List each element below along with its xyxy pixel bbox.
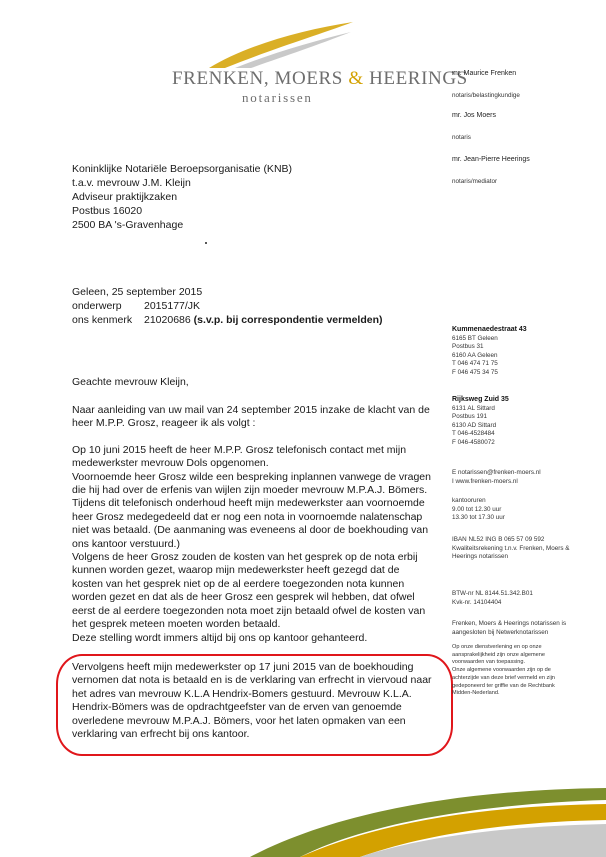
address-line: t.a.v. mevrouw J.M. Kleijn — [72, 177, 191, 189]
office-line: T 046-4528484 — [452, 430, 495, 438]
body-paragraph: Tijdens dit telefonisch onderhoud heeft mijn medewerkster aan voornoemde heer Grosz medegedeeld dat er nog een nota in voornoemde nalatenschap niet was betaald. (De aanmaning was eveneens al door de boekhouding van ons kantoor verstuurd.) — [72, 497, 429, 550]
partner-name: mr. Jos Moers — [452, 112, 496, 119]
body-paragraph: Deze stelling wordt immers altijd bij ons op kantoor gehanteerd. — [72, 631, 368, 644]
terms-note — [452, 644, 555, 698]
terms-line: achterzijde van deze brief vermeld en zijn — [452, 674, 555, 681]
office-line: Postbus 31 — [452, 343, 484, 351]
hours-line: 13.30 tot 17.30 uur — [452, 514, 505, 522]
bank-line: Kwaliteitsrekening t.n.v. Frenken, Moers & — [452, 544, 570, 552]
tax-line: Kvk-nr. 14104404 — [452, 598, 502, 606]
office-line: 6131 AL Sittard — [452, 404, 495, 412]
terms-line: Midden-Nederland. — [452, 690, 500, 697]
hours-line: 9.00 tot 12.30 uur — [452, 505, 502, 513]
office-geleen — [452, 326, 527, 378]
stray-dot — [205, 242, 207, 244]
terms-line: Onze algemene voorwaarden zijn op de — [452, 667, 551, 674]
subject-value: 2015177/JK — [144, 300, 201, 312]
office-line: F 046-4580072 — [452, 438, 495, 446]
office-line: F 046 475 34 75 — [452, 368, 498, 376]
salutation: Geachte mevrouw Kleijn, — [72, 376, 189, 388]
office-line: Postbus 191 — [452, 413, 488, 421]
contact-block — [452, 469, 541, 486]
tax-line: BTW-nr NL 8144.51.342.B01 — [452, 590, 533, 597]
office-sittard — [452, 396, 509, 448]
bank-line: IBAN NL52 ING B 065 57 09 592 — [452, 536, 545, 543]
brand-name: FRENKEN, MOERS & HEERINGS — [172, 68, 468, 89]
letter-meta — [72, 285, 383, 327]
office-street: Kummenaedestraat 43 — [452, 326, 527, 333]
terms-line: aansprakelijkheid zijn onze algemene — [452, 651, 545, 658]
body-paragraph: Naar aanleiding van uw mail van 24 september 2015 inzake de klacht van de heer M.P.P. Grosz, reageer ik als volgt : — [72, 404, 430, 430]
partner-name: mr. Maurice Frenken — [452, 70, 517, 77]
office-line: 6165 BT Geleen — [452, 334, 498, 342]
address-line: 2500 BA 's-Gravenhage — [72, 219, 184, 231]
body-paragraph: Op 10 juni 2015 heeft de heer M.P.P. Grosz telefonisch contact met mijn medewerkster mevrouw Dols opgenomen. — [72, 443, 407, 470]
place-date: Geleen, 25 september 2015 — [72, 286, 203, 298]
partner-role: notaris/belastingkundige — [452, 92, 520, 99]
recipient-address — [72, 162, 292, 232]
subject-label: onderwerp — [72, 300, 122, 312]
reference-note: (s.v.p. bij correspondentie vermelden) — [193, 314, 383, 326]
tax-details — [452, 590, 533, 607]
partner-role: notaris — [452, 134, 471, 141]
email: E notarissen@frenken-moers.nl — [452, 469, 541, 476]
partner-name: mr. Jean-Pierre Heerings — [452, 156, 530, 163]
hours-label: kantooruren — [452, 497, 486, 504]
highlighted-paragraph: Vervolgens heeft mijn medewerkster op 17 juni 2015 van de boekhouding vernomen dat nota is betaald en is de verklaring van erfrecht in viervoud naar het adres van mevrouw K.L.A Hendrix-Bomers gestuurd. Mevrouw K.L.A. Hendrix-Bömers was de opdrachtgeefster van de erven van genoemde overledene mevrouw M.P.A.J. Bömers, voor het laten opmaken van een verklaring van erfrecht bij ons kantoor. — [72, 661, 432, 741]
reference-label: ons kenmerk — [72, 314, 133, 326]
terms-line: Op onze dienstverlening en op onze — [452, 644, 542, 650]
network-line: aangesloten bij Netwerknotarissen — [452, 628, 549, 636]
terms-line: gedeponeerd ter griffie van de Rechtbank — [452, 682, 555, 689]
footer-swoosh-icon — [0, 760, 606, 857]
address-line: Koninklijke Notariële Beroepsorganisatie (KNB) — [72, 163, 293, 175]
network-note — [452, 620, 566, 637]
reference-value: 21020686 — [144, 314, 191, 326]
terms-line: voorwaarden van toepassing. — [452, 659, 526, 666]
office-street: Rijksweg Zuid 35 — [452, 396, 509, 403]
logo-swoosh-icon — [205, 18, 355, 70]
network-line: Frenken, Moers & Heerings notarissen is — [452, 620, 567, 627]
brand-subtitle: notarissen — [242, 90, 313, 105]
office-line: 6130 AD Sittard — [452, 421, 497, 429]
bank-details — [452, 536, 569, 562]
partner-role: notaris/mediator — [452, 178, 498, 185]
address-line: Adviseur praktijkzaken — [72, 191, 178, 203]
body-paragraph: Voornoemde heer Grosz wilde een bespreking inplannen vanwege de vragen die hij had over de erfenis van wijlen zijn moeder mevrouw M.P.A.J. Bömers. — [72, 470, 431, 497]
office-hours — [452, 497, 505, 523]
office-line: T 046 474 71 75 — [452, 360, 498, 368]
office-line: 6160 AA Geleen — [452, 351, 498, 359]
address-line: Postbus 16020 — [72, 205, 143, 217]
bank-line: Heerings notarissen — [452, 553, 509, 561]
letter-body — [72, 404, 432, 645]
website: I www.frenken-moers.nl — [452, 477, 518, 485]
body-paragraph: Volgens de heer Grosz zouden de kosten van het gesprek op de nota erbij kunnen worden gezet, waarop mijn medewerkster heeft gezegd dat de kosten van het gesprek niet op de al eerdere toegezonden nota kunnen worden gezet en dat als de heer Grosz een gesprek wil hebben, dat ofwel eerst de al eerdere toegezonden nota moet zijn betaald ofwel de kosten van het gesprek meteen moeten worden betaald. — [72, 551, 426, 631]
